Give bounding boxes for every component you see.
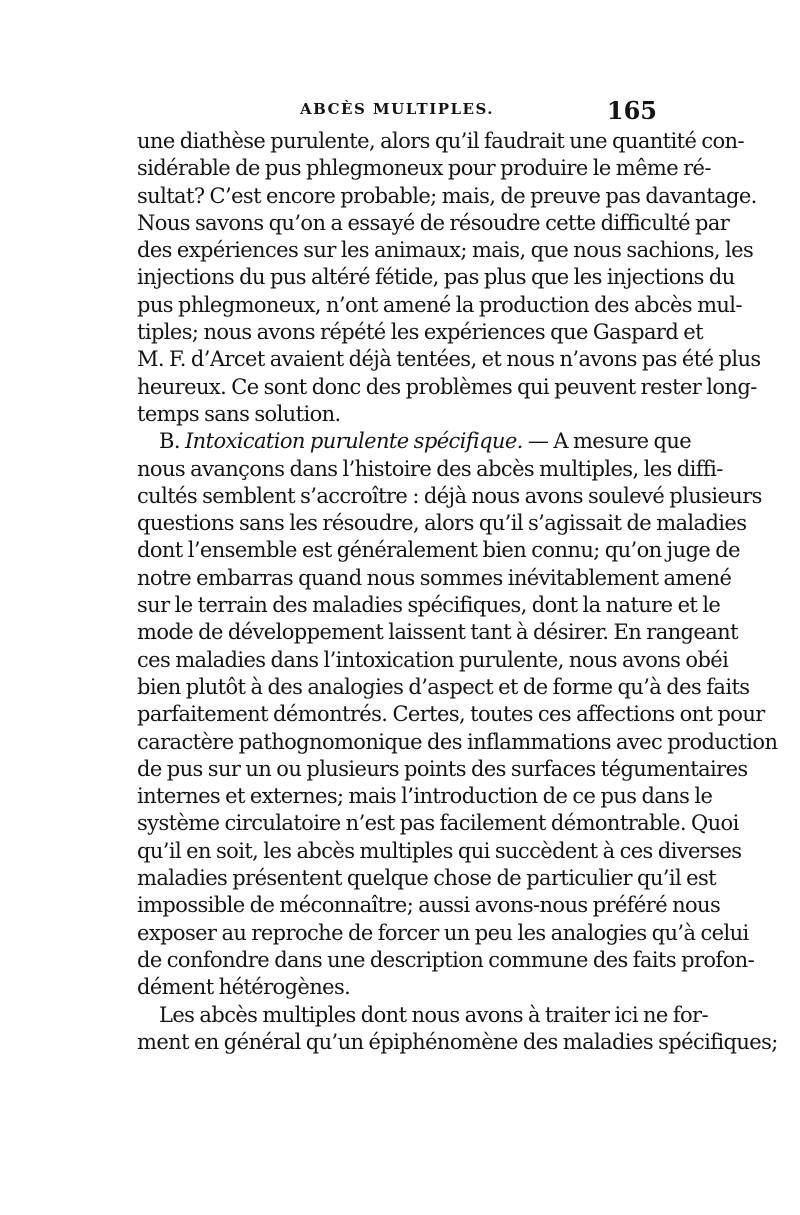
section-heading-continuation: — A mesure que [522, 429, 692, 454]
text-line: questions sans les résoudre, alors qu’il s’agissait de maladies [137, 511, 747, 536]
text-line: internes et externes; mais l’introduction de ce pus dans le [137, 784, 713, 809]
text-line: dont l’ensemble est généralement bien connu; qu’on juge de [137, 538, 740, 563]
section-label: B. [159, 429, 185, 454]
text-line: sidérable de pus phlegmoneux pour produire le même ré- [137, 156, 711, 181]
text-line: système circulatoire n’est pas facilement démontrable. Quoi [137, 811, 739, 836]
section-title: Intoxication purulente spécifique. [184, 429, 523, 454]
text-line: caractère pathognomonique des inflammations avec production [137, 729, 778, 754]
text-line: ment en général qu’un épiphénomène des maladies spécifiques; [137, 1029, 778, 1054]
text-line: pus phlegmoneux, n’ont amené la production des abcès mul- [137, 292, 742, 317]
text-line: temps sans solution. [137, 401, 341, 426]
text-line: des expériences sur les animaux; mais, que nous sachions, les [137, 238, 754, 263]
body-text [137, 128, 778, 1056]
text-line: sultat? C’est encore probable; mais, de preuve pas davantage. [137, 183, 757, 208]
text-line: qu’il en soit, les abcès multiples qui succèdent à ces diverses [137, 838, 742, 863]
text-line: de pus sur un ou plusieurs points des surfaces tégumentaires [137, 756, 748, 781]
text-line: ces maladies dans l’intoxication purulente, nous avons obéi [137, 647, 729, 672]
page-number: 165 [606, 96, 657, 125]
text-line: impossible de méconnaître; aussi avons-nous préféré nous [137, 893, 721, 918]
text-line: exposer au reproche de forcer un peu les analogies qu’à celui [137, 920, 749, 945]
text-line: notre embarras quand nous sommes inévitablement amené [137, 565, 732, 590]
text-line: sur le terrain des maladies spécifiques, dont la nature et le [137, 593, 721, 618]
text-line: nous avançons dans l’histoire des abcès multiples, les diffi- [137, 456, 723, 481]
text-line: maladies présentent quelque chose de particulier qu’il est [137, 866, 717, 891]
running-head [137, 96, 657, 126]
text-line: tiples; nous avons répété les expériences que Gaspard et [137, 320, 703, 345]
text-line: heureux. Ce sont donc des problèmes qui peuvent rester long- [137, 374, 757, 399]
text-line: Les abcès multiples dont nous avons à traiter ici ne for- [159, 1002, 708, 1027]
section-heading-line [137, 428, 692, 455]
text-line: Nous savons qu’on a essayé de résoudre cette difficulté par [137, 210, 730, 235]
text-line: injections du pus altéré fétide, pas plus que les injections du [137, 265, 735, 290]
text-line: cultés semblent s’accroître : déjà nous avons soulevé plusieurs [137, 483, 762, 508]
text-line: M. F. d’Arcet avaient déjà tentées, et nous n’avons pas été plus [137, 347, 761, 372]
text-line: une diathèse purulente, alors qu’il faudrait une quantité con- [137, 129, 744, 153]
text-line: bien plutôt à des analogies d’aspect et de forme qu’à des faits [137, 674, 750, 699]
text-line: dément hétérogènes. [137, 975, 351, 1000]
text-line: de confondre dans une description commune des faits profon- [137, 947, 755, 972]
text-line: mode de développement laissent tant à désirer. En rangeant [137, 620, 738, 645]
text-line: parfaitement démontrés. Certes, toutes ces affections ont pour [137, 702, 765, 727]
running-title: ABCÈS MULTIPLES. [300, 100, 494, 118]
